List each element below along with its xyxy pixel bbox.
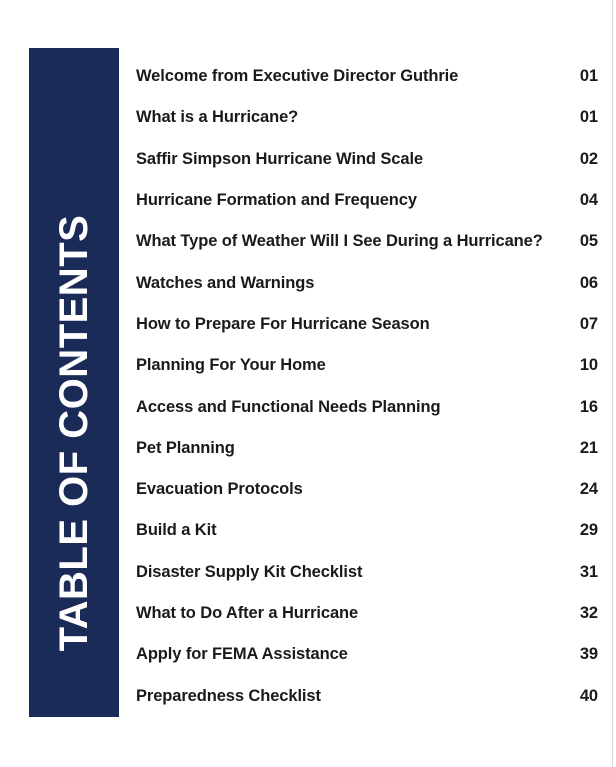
toc-entry-page: 06 [579,273,598,292]
toc-entry-title: Apply for FEMA Assistance [136,645,348,664]
toc-entry-title: What to Do After a Hurricane [136,604,359,622]
toc-entry-page: 16 [579,397,598,416]
toc-entry-title: Access and Functional Needs Planning [136,397,441,416]
toc-entry[interactable] [136,221,598,262]
toc-entry-page: 24 [579,480,598,499]
toc-entry-title: Watches and Warnings [136,273,315,292]
toc-entry[interactable] [136,593,598,634]
toc-sidebar [29,48,119,717]
toc-entry-page: 40 [579,686,598,705]
toc-entry-title: Build a Kit [136,521,217,540]
toc-entry-title: What Type of Weather Will I See During a Hurricane? [136,232,543,251]
toc-entry[interactable] [136,139,598,180]
toc-entry[interactable] [136,428,598,469]
toc-entry-title: What is a Hurricane? [136,108,299,127]
toc-entry[interactable] [136,469,598,510]
toc-entry[interactable] [136,345,598,386]
toc-entry[interactable] [136,304,598,345]
toc-entry-page: 01 [579,108,598,127]
page-edge [612,0,613,767]
toc-entry-page: 10 [579,356,598,375]
toc-entry-title: Hurricane Formation and Frequency [136,191,417,210]
toc-entry-page: 32 [579,604,598,622]
toc-entry-title: Pet Planning [136,438,235,457]
toc-entry-title: Saffir Simpson Hurricane Wind Scale [136,149,424,168]
toc-entry-page: 21 [579,438,598,457]
toc-entry-title: Welcome from Executive Director Guthrie [136,67,459,86]
toc-entry[interactable] [136,634,598,675]
toc-entry-title: Evacuation Protocols [136,480,303,499]
toc-entry[interactable] [136,675,598,716]
toc-entry[interactable] [136,510,598,551]
toc-entry-page: 39 [579,645,598,664]
toc-entry[interactable] [136,97,598,138]
toc-entry-page: 05 [579,232,598,251]
toc-entry[interactable] [136,552,598,593]
toc-entry[interactable] [136,180,598,221]
sidebar-title: TABLE OF CONTENTS [52,214,96,652]
toc-entry[interactable] [136,262,598,303]
toc-entry-title: Planning For Your Home [136,356,326,375]
toc-entry-title: Disaster Supply Kit Checklist [136,562,363,581]
toc-entry-page: 29 [579,521,598,540]
toc-list [136,56,598,717]
toc-entry[interactable] [136,56,598,97]
toc-entry-title: Preparedness Checklist [136,686,321,705]
toc-entry-page: 31 [579,562,598,581]
toc-entry-page: 02 [579,149,598,168]
toc-entry-title: How to Prepare For Hurricane Season [136,314,430,333]
toc-entry-page: 01 [579,67,598,86]
toc-entry-page: 04 [579,191,598,210]
toc-entry[interactable] [136,386,598,427]
toc-entry-page: 07 [579,314,598,333]
